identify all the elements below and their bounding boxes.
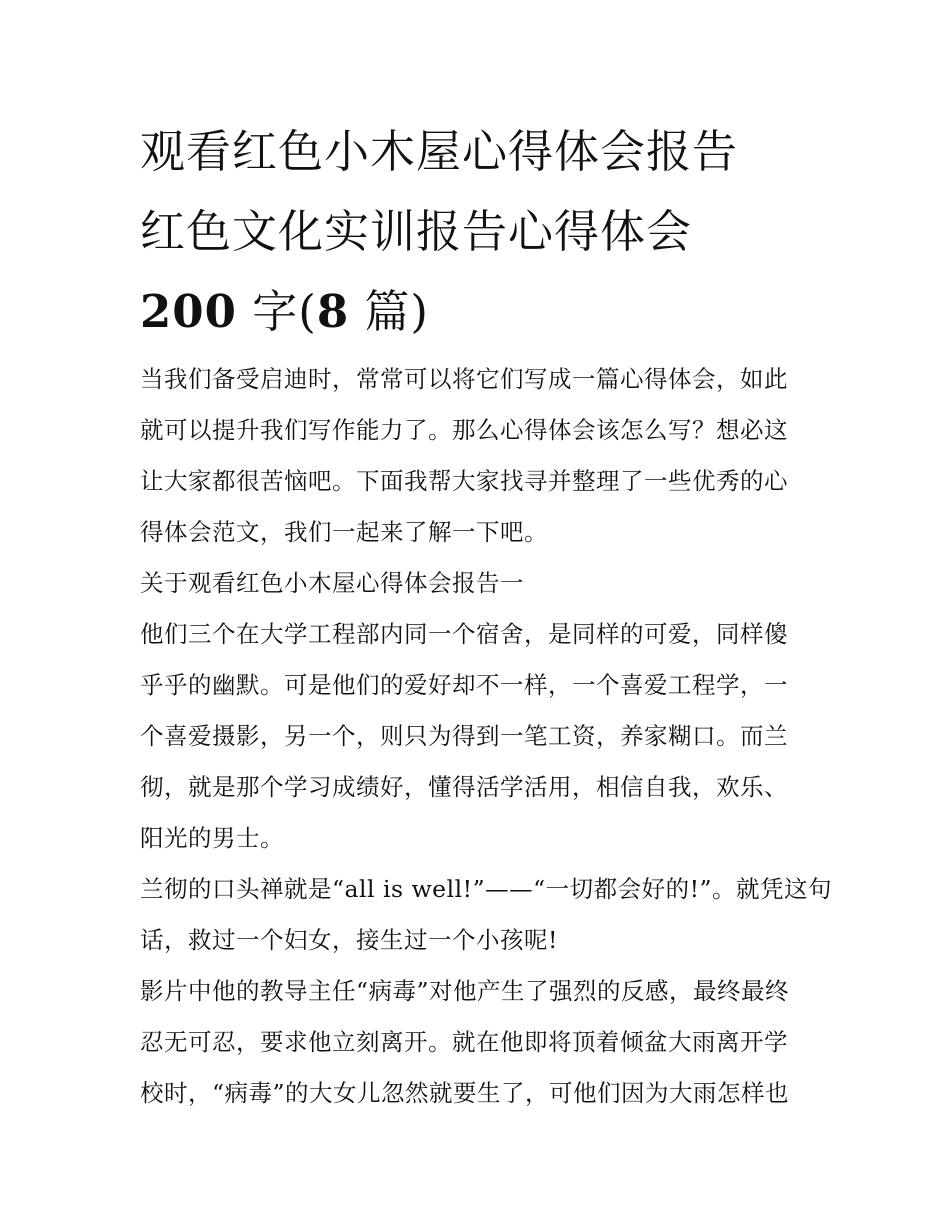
paragraph-line: 个喜爱摄影，另一个，则只为得到一笔工资，养家糊口。而兰 xyxy=(140,722,788,750)
paragraph-intro xyxy=(140,354,812,558)
title-article-number: 8 xyxy=(316,285,350,338)
paragraph-line: 他们三个在大学工程部内同一个宿舍，是同样的可爱，同样傻 xyxy=(140,620,788,648)
paragraph-roommates xyxy=(140,609,812,864)
section-heading-text: 关于观看红色小木屋心得体会报告一 xyxy=(140,569,524,597)
paragraph-line: 校时，“病毒”的大女儿忽然就要生了，可他们因为大雨怎样也 xyxy=(140,1079,790,1107)
paragraph-line: 忍无可忍，要求他立刻离开。就在他即将顶着倾盆大雨离开学 xyxy=(140,1028,788,1056)
paragraph-line: 乎乎的幽默。可是他们的爱好却不一样，一个喜爱工程学，一 xyxy=(140,671,788,699)
title-count-number: 200 xyxy=(140,285,237,338)
paragraph-line: 就可以提升我们写作能力了。那么心得体会该怎么写？想必这 xyxy=(140,416,788,444)
paragraph-line: 彻，就是那个学习成绩好，懂得活学活用，相信自我，欢乐、 xyxy=(140,773,788,801)
title-line-1: 观看红色小木屋心得体会报告 xyxy=(140,125,739,178)
paragraph-line: 兰彻的口头禅就是“all is well!”——“一切都会好的!”。就凭这句 xyxy=(140,875,833,903)
paragraph-line: 话，救过一个妇女，接生过一个小孩呢! xyxy=(140,926,558,954)
paragraph-virus xyxy=(140,966,812,1119)
document-page xyxy=(140,112,833,1119)
document-title xyxy=(140,112,812,352)
section-heading xyxy=(140,558,812,609)
title-line-2: 红色文化实训报告心得体会 xyxy=(140,205,693,258)
paragraph-line: 让大家都很苦恼吧。下面我帮大家找寻并整理了一些优秀的心 xyxy=(140,467,788,495)
title-article-unit: 篇) xyxy=(349,285,429,338)
document-body xyxy=(140,354,833,1119)
paragraph-catchphrase xyxy=(140,864,833,966)
paragraph-line: 阳光的男士。 xyxy=(140,824,284,852)
title-count-unit: 字( xyxy=(236,285,317,338)
paragraph-line: 影片中他的教导主任“病毒”对他产生了强烈的反感，最终最终 xyxy=(140,977,790,1005)
title-line-3 xyxy=(140,272,812,352)
paragraph-line: 得体会范文，我们一起来了解一下吧。 xyxy=(140,518,548,546)
paragraph-line: 当我们备受启迪时，常常可以将它们写成一篇心得体会，如此 xyxy=(140,365,788,393)
